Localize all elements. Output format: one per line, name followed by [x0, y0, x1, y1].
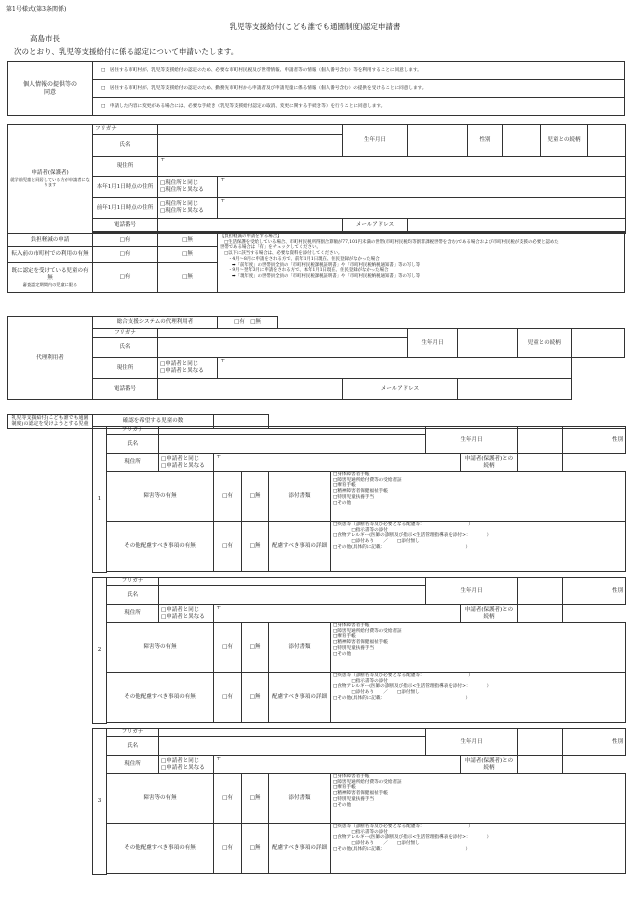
- care-no[interactable]: □無: [242, 824, 269, 874]
- movein-label: 転入前の市町村での利用の有無: [8, 247, 93, 263]
- care-option[interactable]: □疾患等（診断名等及び必要となる配慮等： ）: [333, 824, 473, 829]
- applicant-options-table: [7, 233, 625, 293]
- proxy-relation-input[interactable]: [571, 329, 625, 358]
- postal-mark: 〒: [220, 198, 226, 204]
- care-yes[interactable]: □有: [214, 522, 242, 572]
- care-option[interactable]: □指示書等の添付: [333, 829, 388, 835]
- address-input[interactable]: [158, 157, 626, 177]
- postal-mark: 〒: [160, 157, 166, 163]
- child-furigana-input[interactable]: [159, 729, 426, 737]
- disability-yes[interactable]: □有: [214, 472, 242, 522]
- child-name-input[interactable]: [159, 737, 426, 756]
- note-line: ・9月～翌年3月に申請をされる方で、本年1月1日現在、住民登録がなかった場合: [228, 268, 389, 274]
- care-option[interactable]: □その他(具体的に記載： ）: [333, 846, 471, 852]
- child-relation-input[interactable]: [518, 756, 563, 774]
- attach-option[interactable]: □障害児通所給付費等の受給者証: [333, 477, 402, 483]
- attach-option[interactable]: □障害児通所給付費等の受給者証: [333, 628, 402, 634]
- care-option[interactable]: □その他(具体的に記載： ）: [333, 544, 471, 550]
- proxy-group-label: 代理利用者: [8, 317, 93, 400]
- movein-no[interactable]: □無: [158, 247, 218, 263]
- postal-mark: 〒: [216, 756, 222, 762]
- consent-item[interactable]: □ 居住する市町村が、乳児等支援給付の認定のため、勤務先市町村から申請者及び申請児童に係る情報（個人番号含む）の提供を受けることに同意します。: [93, 80, 624, 98]
- applicant-group-sub: 就学前児童と同居している方が申請者になります: [10, 177, 90, 188]
- child-furigana-label: フリガナ: [107, 427, 159, 435]
- proxy-name-label: 氏名: [93, 338, 158, 358]
- child-birthdate-label: 生年月日: [426, 729, 518, 756]
- child-address-label: 現住所: [107, 605, 159, 623]
- child-entry: [92, 577, 626, 724]
- address-label: 現住所: [93, 157, 158, 177]
- diff-checkbox[interactable]: □現住所と異なる: [160, 208, 204, 214]
- child-furigana-label: フリガナ: [107, 578, 159, 586]
- furigana-label: フリガナ: [93, 125, 158, 135]
- proxy-yes-no[interactable]: □有 □無: [218, 317, 278, 329]
- gender-label: 性別: [468, 125, 503, 157]
- proxy-diff-checkbox[interactable]: □申請者と異なる: [160, 368, 204, 374]
- attach-option[interactable]: □療育手帳: [333, 785, 356, 791]
- name-input[interactable]: [158, 135, 343, 157]
- proxy-email-input[interactable]: [458, 379, 571, 400]
- care-option[interactable]: □食物アレルギー(医師の診断及び指示<生活管理指導表を添付>： ）: [333, 835, 492, 841]
- jan1-address-label: 本年1月1日時点の住所: [93, 177, 158, 198]
- care-detail-label: 配慮すべき事項の詳細: [269, 522, 331, 572]
- consent-item[interactable]: □ 居住する市町村が、乳児等支援給付の認定のため、必要な市町村民税及び世帯情報、申請者等の情報（個人番号含む）等を利用することに同意します。: [93, 62, 624, 80]
- name-label: 氏名: [93, 135, 158, 157]
- child-name-label: 氏名: [107, 586, 159, 605]
- proxy-birthdate-input[interactable]: [458, 329, 518, 358]
- attach-option[interactable]: □特別児童扶養手当: [333, 645, 375, 651]
- prev-jan1-address-label: 前年1月1日時点の住所: [93, 198, 158, 219]
- child-relation-label: 申請者(保護者)との続柄: [461, 454, 518, 472]
- relation-label: 児童との続柄: [541, 125, 588, 157]
- attach-option[interactable]: □その他: [333, 500, 352, 506]
- care-label: その他配慮すべき事項の有無: [107, 673, 214, 723]
- child-birthdate-label: 生年月日: [426, 427, 518, 454]
- postal-mark: 〒: [220, 358, 226, 364]
- care-option[interactable]: □添付あり ／ □添付無し: [333, 690, 420, 696]
- attach-option[interactable]: □特別児童扶養手当: [333, 796, 375, 802]
- care-yes[interactable]: □有: [214, 673, 242, 723]
- burden-no[interactable]: □無: [158, 234, 218, 247]
- form-number: 第1号様式(第3条関係): [6, 6, 67, 13]
- children-count-label: 確認を希望する児童の数: [93, 415, 214, 429]
- phone-label: 電話番号: [93, 219, 158, 232]
- proxy-phone-label: 電話番号: [93, 379, 158, 400]
- child-name-input[interactable]: [159, 435, 426, 454]
- child-diff-checkbox[interactable]: □申請者と異なる: [161, 764, 205, 771]
- disability-no[interactable]: □無: [242, 472, 269, 522]
- disability-yes[interactable]: □有: [214, 623, 242, 673]
- intro-text: 次のとおり、乳児等支援給付に係る認定について申請いたします。: [14, 47, 239, 56]
- attach-option[interactable]: □精神障害者保健福祉手帳: [333, 640, 388, 646]
- care-option[interactable]: □その他(具体的に記載： ）: [333, 695, 471, 701]
- email-input[interactable]: [408, 219, 626, 232]
- birthdate-input[interactable]: [408, 125, 468, 157]
- care-option[interactable]: □疾患等（診断名等及び必要となる配慮等： ）: [333, 673, 473, 678]
- child-furigana-input[interactable]: [159, 427, 426, 435]
- note-line: ➡「現年度」の世帯員全員の「市町村民税課税証明書」や「市町村民税納税通知書」等の写し等: [232, 274, 421, 280]
- certified-sub: 審査認定期間内の児童に限る: [22, 281, 78, 287]
- child-same-checkbox[interactable]: □申請者と同じ: [161, 455, 200, 462]
- proxy-address-label: 現住所: [93, 358, 158, 379]
- attach-option[interactable]: □療育手帳: [333, 634, 356, 640]
- certified-no[interactable]: □無: [158, 263, 218, 293]
- care-option[interactable]: □指示書等の添付: [333, 678, 388, 684]
- disability-no[interactable]: □無: [242, 774, 269, 824]
- disability-no[interactable]: □無: [242, 623, 269, 673]
- attach-option[interactable]: □その他: [333, 651, 352, 657]
- attach-option[interactable]: □精神障害者保健福祉手帳: [333, 489, 388, 495]
- attach-option[interactable]: □精神障害者保健福祉手帳: [333, 791, 388, 797]
- disability-yes[interactable]: □有: [214, 774, 242, 824]
- proxy-same-checkbox[interactable]: □申請者と同じ: [160, 361, 199, 368]
- child-entry: [92, 728, 626, 875]
- proxy-phone-input[interactable]: [158, 379, 343, 400]
- burden-yes[interactable]: □有: [93, 234, 158, 247]
- child-diff-checkbox[interactable]: □申請者と異なる: [161, 613, 205, 620]
- child-number: 1: [93, 427, 107, 573]
- postal-mark: 〒: [220, 177, 226, 183]
- child-furigana-input[interactable]: [159, 578, 426, 586]
- child-address-input[interactable]: [214, 756, 461, 774]
- care-option[interactable]: □疾患等（診断名等及び必要となる配慮等： ）: [333, 522, 473, 527]
- attach-label: 添付書類: [269, 774, 331, 824]
- care-detail-label: 配慮すべき事項の詳細: [269, 673, 331, 723]
- consent-table: [7, 61, 625, 116]
- child-gender-label: 性別: [612, 738, 624, 745]
- care-option[interactable]: □食物アレルギー(医師の診断及び指示<生活管理指導表を添付>： ）: [333, 684, 492, 690]
- child-diff-checkbox[interactable]: □申請者と異なる: [161, 462, 205, 469]
- child-birthdate-label: 生年月日: [426, 578, 518, 605]
- gender-input[interactable]: [503, 125, 541, 157]
- child-relation-label: 申請者(保護者)との続柄: [461, 756, 518, 774]
- note-line: □以下に該当する場合は、必要な資料を添付してください。: [224, 251, 343, 257]
- consent-label: 個人情報の提供等の同意: [8, 62, 93, 116]
- child-gender-label: 性別: [612, 436, 624, 443]
- proxy-email-label: メールアドレス: [343, 379, 458, 400]
- proxy-relation-label: 児童との続柄: [518, 329, 571, 358]
- disability-label: 障害等の有無: [107, 472, 214, 522]
- child-furigana-label: フリガナ: [107, 729, 159, 737]
- care-label: その他配慮すべき事項の有無: [107, 824, 214, 874]
- disability-label: 障害等の有無: [107, 774, 214, 824]
- note-line: □生活保護を受給している場合、市町村民税所得割合算額が77,101円未満の世帯(市町村民税均等割非課税世帯を含む)である場合および市町村民税が支援の必要と認めた: [224, 239, 559, 245]
- email-label: メールアドレス: [343, 219, 408, 232]
- page-title: 乳児等支援給付(こども誰でも通園制度)認定申請書: [229, 22, 401, 31]
- note-line: ・4月～8月に申請をされる方で、前年1月1日現在、住民登録がなかった場合: [228, 256, 380, 262]
- children-group-label: 乳児等支援給付(こども誰でも通園制度)の認定を受けようとする児童: [8, 415, 93, 429]
- note-line: 【負担軽減の申請をする場合】: [220, 234, 282, 239]
- child-relation-input[interactable]: [518, 605, 563, 623]
- child-address-input[interactable]: [214, 605, 461, 623]
- addressee: 高島市長: [30, 34, 60, 43]
- proxy-system-label: 総合支援システムの代理利用者: [93, 317, 218, 329]
- consent-item[interactable]: □ 申請した内容に変更がある場合には、必要な手続き（乳児等支援給付認定の取消、変更に関する手続き等）を行うことに同意します。: [101, 104, 386, 109]
- applicant-group-label: 申請者(保護者): [31, 170, 69, 177]
- proxy-name-input[interactable]: [158, 338, 408, 358]
- child-number: 2: [93, 578, 107, 724]
- care-option[interactable]: □添付あり ／ □添付無し: [333, 841, 420, 847]
- birthdate-label: 生年月日: [343, 125, 408, 157]
- note-line: ➡「前年度」の世帯員全員の「市町村民税課税証明書」や「市町村民税納税通知書」等の写し等: [232, 262, 421, 268]
- proxy-address-input[interactable]: [218, 358, 571, 379]
- movein-yes[interactable]: □有: [93, 247, 158, 263]
- child-gender-label: 性別: [612, 587, 624, 594]
- care-option[interactable]: □指示書等の添付: [333, 527, 388, 533]
- child-address-input[interactable]: [214, 454, 461, 472]
- phone-input[interactable]: [158, 219, 343, 232]
- child-number: 3: [93, 729, 107, 875]
- same-checkbox[interactable]: □現住所と同じ: [160, 201, 199, 208]
- proxy-table: [7, 316, 625, 400]
- care-detail-label: 配慮すべき事項の詳細: [269, 824, 331, 874]
- attach-option[interactable]: □療育手帳: [333, 483, 356, 489]
- attach-label: 添付書類: [269, 472, 331, 522]
- child-birthdate-input[interactable]: [518, 729, 563, 756]
- same-checkbox[interactable]: □現住所と同じ: [160, 180, 199, 187]
- proxy-furigana-input[interactable]: [158, 329, 408, 338]
- care-label: その他配慮すべき事項の有無: [107, 522, 214, 572]
- diff-checkbox[interactable]: □現住所と異なる: [160, 187, 204, 193]
- furigana-input[interactable]: [158, 125, 343, 135]
- child-name-input[interactable]: [159, 586, 426, 605]
- applicant-table: [7, 124, 626, 234]
- jan1-address-input[interactable]: [218, 177, 626, 198]
- postal-mark: 〒: [216, 454, 222, 460]
- relation-input[interactable]: [588, 125, 626, 157]
- burden-label: 負担軽減の申請: [8, 234, 93, 247]
- attach-option[interactable]: □身体障害者手帳: [333, 774, 370, 779]
- child-entry: [92, 426, 626, 573]
- child-address-label: 現住所: [107, 756, 159, 774]
- proxy-birthdate-label: 生年月日: [408, 329, 458, 358]
- proxy-furigana-label: フリガナ: [93, 329, 158, 338]
- prev-jan1-address-input[interactable]: [218, 198, 626, 219]
- child-name-label: 氏名: [107, 435, 159, 454]
- child-name-label: 氏名: [107, 737, 159, 756]
- child-birthdate-input[interactable]: [518, 427, 563, 454]
- child-same-checkbox[interactable]: □申請者と同じ: [161, 606, 200, 613]
- postal-mark: 〒: [216, 605, 222, 611]
- attach-option[interactable]: □その他: [333, 802, 352, 808]
- note-line: 世帯である場合は「有」をチェックしてください。: [220, 245, 321, 251]
- attach-option[interactable]: □特別児童扶養手当: [333, 494, 375, 500]
- attach-label: 添付書類: [269, 623, 331, 673]
- care-yes[interactable]: □有: [214, 824, 242, 874]
- attach-option[interactable]: □障害児通所給付費等の受給者証: [333, 779, 402, 785]
- attach-option[interactable]: □身体障害者手帳: [333, 623, 370, 628]
- care-no[interactable]: □無: [242, 522, 269, 572]
- child-birthdate-input[interactable]: [518, 578, 563, 605]
- child-same-checkbox[interactable]: □申請者と同じ: [161, 757, 200, 764]
- child-relation-input[interactable]: [518, 454, 563, 472]
- child-relation-label: 申請者(保護者)との続柄: [461, 605, 518, 623]
- care-option[interactable]: □添付あり ／ □添付無し: [333, 539, 420, 545]
- child-address-label: 現住所: [107, 454, 159, 472]
- care-no[interactable]: □無: [242, 673, 269, 723]
- certified-label: 既に認定を受けている児童の有無: [11, 268, 89, 281]
- attach-option[interactable]: □身体障害者手帳: [333, 472, 370, 477]
- disability-label: 障害等の有無: [107, 623, 214, 673]
- care-option[interactable]: □食物アレルギー(医師の診断及び指示<生活管理指導表を添付>： ）: [333, 533, 492, 539]
- certified-yes[interactable]: □有: [93, 263, 158, 293]
